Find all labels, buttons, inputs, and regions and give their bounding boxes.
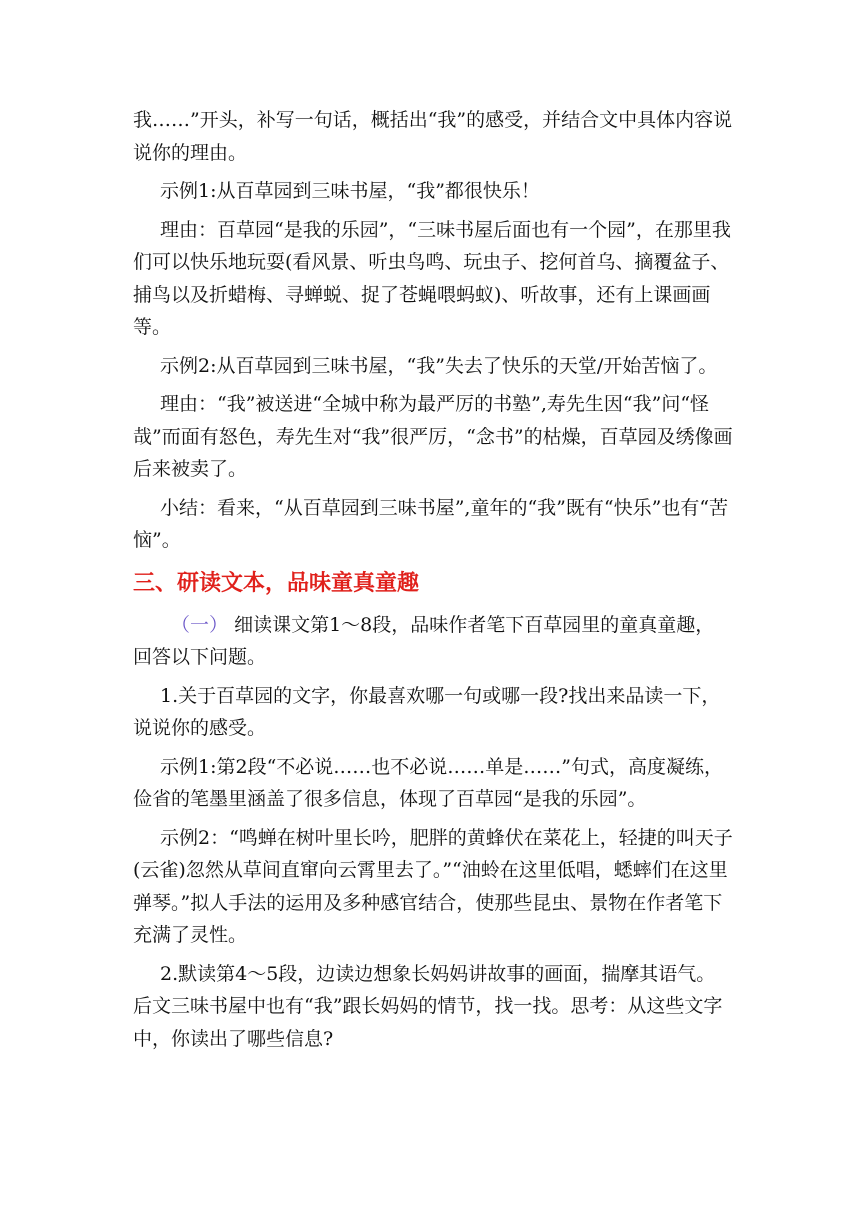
section-heading: 三、研读文本，品味童真童趣	[133, 569, 420, 596]
paragraph-summary: 小结：看来，“从百草园到三味书屋”,童年的“我”既有“快乐”也有“苦恼”。	[133, 496, 729, 551]
paragraph-reason-1: 理由：百草园“是我的乐园”，“三味书屋后面也有一个园”，在那里我们可以快乐地玩耍(看风景、听虫鸟鸣、玩虫子、挖何首乌、摘覆盆子、捕鸟以及折蜡梅、寻蝉蜕、捉了苍蝇喂蚂蚁)、听故事，还有上课画画等。	[133, 218, 731, 338]
subsection-paragraph	[133, 609, 733, 674]
paragraph-continuation: 我……”开头，补写一句话，概括出“我”的感受，并结合文中具体内容说说你的理由。	[133, 109, 733, 164]
paragraph-q1-example-1: 示例1:第2段“不必说……也不必说……单是……”句式，高度凝练，俭省的笔墨里涵盖了很多信息，体现了百草园“是我的乐园”。	[133, 755, 724, 810]
paragraph-example-2: 示例2:从百草园到三味书屋，“我”失去了快乐的天堂/开始苦恼了。	[160, 354, 718, 377]
subsection-mark: （一）	[171, 613, 229, 636]
paragraph-example-1: 示例1:从百草园到三味书屋，“我”都很快乐！	[160, 180, 540, 202]
subsection-text: 细读课文第1～8段，品味作者笔下百草园里的童真童趣，回答以下问题。	[133, 613, 715, 668]
paragraph-q1-example-2: 示例2：“鸣蝉在树叶里长吟，肥胖的黄蜂伏在菜花上，轻捷的叫天子(云雀)忽然从草间直窜向云霄里去了。”“油蛉在这里低唱，蟋蟀们在这里弹琴。”拟人手法的运用及多种感官结合，使那些昆虫、景物在作者笔下充满了灵性。	[133, 826, 733, 946]
paragraph-question-1: 1.关于百草园的文字，你最喜欢哪一句或哪一段?找出来品读一下，说说你的感受。	[133, 684, 721, 739]
document-page	[133, 104, 733, 1061]
paragraph-reason-2: 理由：“我”被送进“全城中称为最严厉的书塾”,寿先生因“我”问“怪哉”而面有怒色，寿先生对“我”很严厉，“念书”的枯燥，百草园及绣像画后来被卖了。	[133, 393, 733, 480]
paragraph-question-2: 2.默读第4～5段，边读边想象长妈妈讲故事的画面，揣摩其语气。后文三味书屋中也有“我”跟长妈妈的情节，找一找。思考：从这些文字中，你读出了哪些信息?	[133, 962, 723, 1050]
